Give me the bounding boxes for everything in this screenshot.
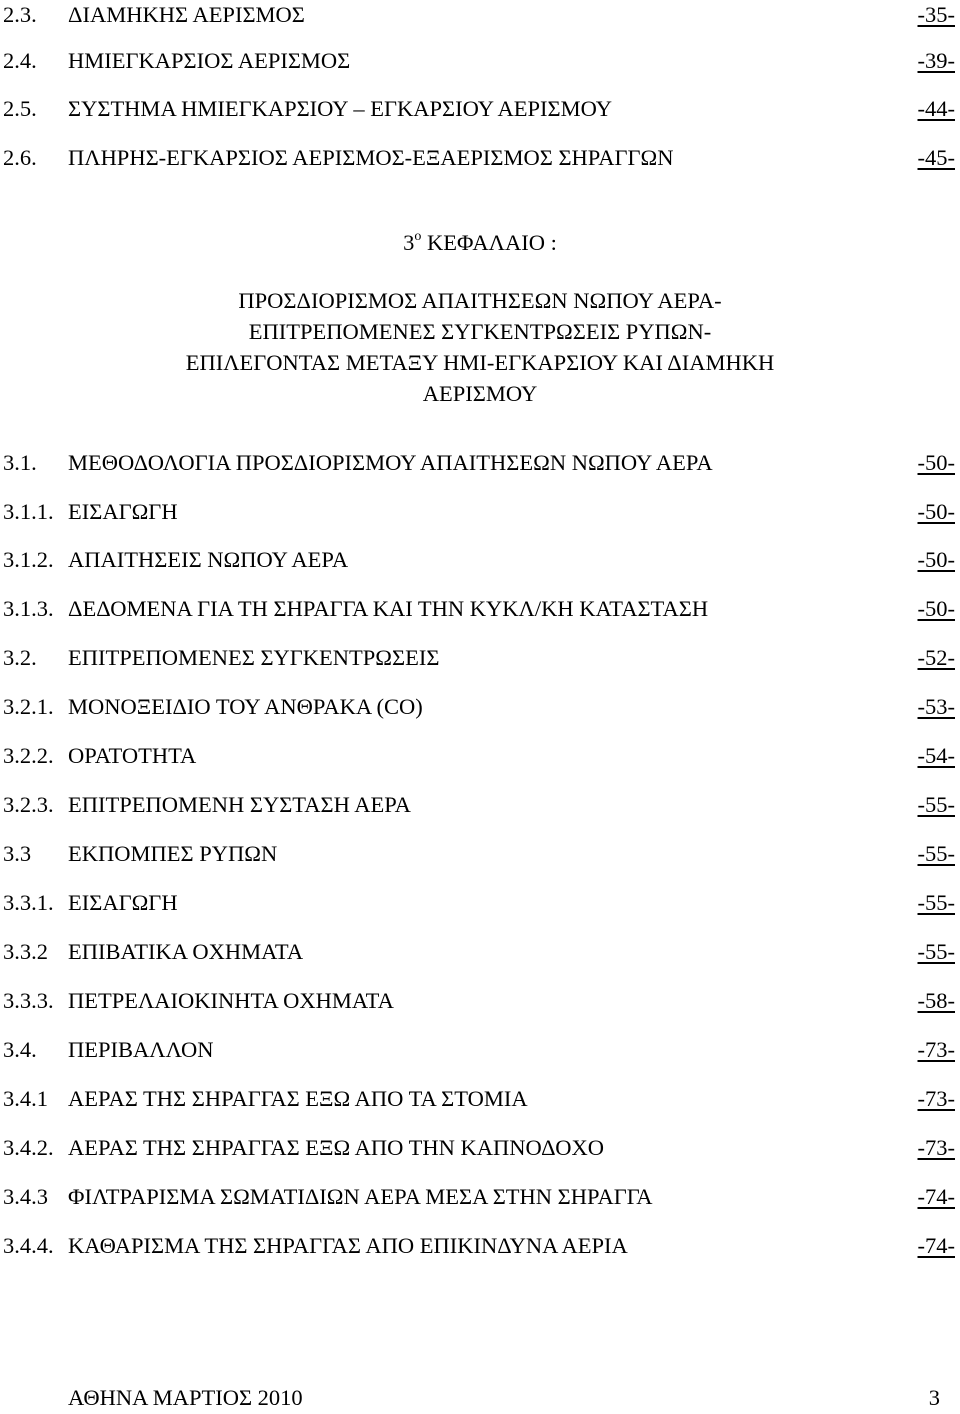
toc-entry-title: ΑΠΑΙΤΗΣΕΙΣ ΝΩΠΟΥ ΑΕΡΑ xyxy=(68,547,349,572)
toc-entry-page: -55- xyxy=(917,939,955,964)
chapter-title-line: ΑΕΡΙΣΜΟΥ xyxy=(422,381,538,406)
toc-entry-page: -74- xyxy=(917,1233,955,1258)
toc-entry-page: -45- xyxy=(917,145,955,170)
toc-entry-number: 3.2.3. xyxy=(3,792,54,817)
toc-entry xyxy=(0,497,960,527)
toc-entry-page: -55- xyxy=(917,841,955,866)
toc-entry-page: -52- xyxy=(917,645,955,670)
toc-entry xyxy=(0,94,960,124)
toc-entry xyxy=(0,692,960,722)
toc-entry-page: -73- xyxy=(917,1086,955,1111)
toc-entry-number: 3.2.1. xyxy=(3,694,54,719)
toc-entry-page: -50- xyxy=(917,596,955,621)
toc-entry-page: -73- xyxy=(917,1135,955,1160)
toc-entry-title: ΗΜΙΕΓΚΑΡΣΙΟΣ ΑΕΡΙΣΜΟΣ xyxy=(68,48,351,73)
toc-entry-title: ΕΠΙΤΡΕΠΟΜΕΝΕΣ ΣΥΓΚΕΝΤΡΩΣΕΙΣ xyxy=(68,645,440,670)
toc-entry-page: -35- xyxy=(917,2,955,27)
toc-entry-number: 3.3.1. xyxy=(3,890,54,915)
toc-entry-title: ΕΠΙΒΑΤΙΚΑ ΟΧΗΜΑΤΑ xyxy=(68,939,304,964)
toc-entry xyxy=(0,1084,960,1114)
toc-entry xyxy=(0,741,960,771)
toc-entry-title: ΑΕΡΑΣ ΤΗΣ ΣΗΡΑΓΓΑΣ ΕΞΩ ΑΠΟ ΤΗΝ ΚΑΠΝΟΔΟΧΟ xyxy=(68,1135,604,1160)
toc-entry-title: ΠΕΡΙΒΑΛΛΟΝ xyxy=(68,1037,214,1062)
toc-entry-page: -44- xyxy=(917,96,955,121)
toc-entry-number: 3.3.3. xyxy=(3,988,54,1013)
toc-entry-page: -55- xyxy=(917,890,955,915)
toc-entry-title: ΟΡΑΤΟΤΗΤΑ xyxy=(68,743,197,768)
toc-entry-page: -50- xyxy=(917,450,955,475)
toc-entry-number: 3.4. xyxy=(3,1037,37,1062)
toc-entry-title: ΦΙΛΤΡΑΡΙΣΜΑ ΣΩΜΑΤΙΔΙΩΝ ΑΕΡΑ ΜΕΣΑ ΣΤΗΝ ΣΗΡΑΓΓΑ xyxy=(68,1184,653,1209)
chapter-title-line: ΕΠΙΛΕΓΟΝΤΑΣ ΜΕΤΑΞΥ ΗΜΙ-ΕΓΚΑΡΣΙΟΥ ΚΑΙ ΔΙΑΜΗΚΗ xyxy=(185,350,775,375)
toc-entry xyxy=(0,0,960,30)
toc-entry-number: 3.1.2. xyxy=(3,547,54,572)
toc-entry-title: ΔΕΔΟΜΕΝΑ ΓΙΑ ΤΗ ΣΗΡΑΓΓΑ ΚΑΙ ΤΗΝ ΚΥΚΛ/ΚΗ ΚΑΤΑΣΤΑΣΗ xyxy=(68,596,709,621)
toc-entry-number: 2.6. xyxy=(3,145,37,170)
toc-entry xyxy=(0,790,960,820)
toc-entry-number: 3.4.1 xyxy=(3,1086,48,1111)
toc-entry-page: -50- xyxy=(917,547,955,572)
toc-entry-number: 2.4. xyxy=(3,48,37,73)
toc-entry xyxy=(0,986,960,1016)
footer-page-number: 3 xyxy=(928,1385,940,1410)
toc-entry-title: ΜΟΝΟΞΕΙΔΙΟ ΤΟΥ ΑΝΘΡΑΚΑ (CO) xyxy=(68,694,423,719)
toc-entry-number: 3.4.2. xyxy=(3,1135,54,1160)
toc-entry-number: 3.1. xyxy=(3,450,37,475)
toc-entry-number: 3.3 xyxy=(3,841,32,866)
chapter-title-line: ΠΡΟΣΔΙΟΡΙΣΜΟΣ ΑΠΑΙΤΗΣΕΩΝ ΝΩΠΟΥ ΑΕΡΑ- xyxy=(238,288,722,313)
chapter-title-line: ΕΠΙΤΡΕΠΟΜΕΝΕΣ ΣΥΓΚΕΝΤΡΩΣΕΙΣ ΡΥΠΩΝ- xyxy=(248,319,712,344)
toc-entry-number: 2.5. xyxy=(3,96,37,121)
toc-entry-number: 3.4.4. xyxy=(3,1233,54,1258)
toc-entry-title: ΜΕΘΟΔΟΛΟΓΙΑ ΠΡΟΣΔΙΟΡΙΣΜΟΥ ΑΠΑΙΤΗΣΕΩΝ ΝΩΠΟΥ ΑΕΡΑ xyxy=(68,450,713,475)
toc-entry-title: ΕΙΣΑΓΩΓΗ xyxy=(68,890,178,915)
toc-entry-title: ΣΥΣΤΗΜΑ ΗΜΙΕΓΚΑΡΣΙΟΥ – ΕΓΚΑΡΣΙΟΥ ΑΕΡΙΣΜΟΥ xyxy=(68,96,612,121)
toc-entry-page: -54- xyxy=(917,743,955,768)
toc-entry-title: ΔΙΑΜΗΚΗΣ ΑΕΡΙΣΜΟΣ xyxy=(68,2,305,27)
toc-entry xyxy=(0,839,960,869)
toc-entry-number: 3.2. xyxy=(3,645,37,670)
toc-entry xyxy=(0,46,960,76)
toc-entry-page: -58- xyxy=(917,988,955,1013)
toc-entry-title: ΠΛΗΡΗΣ-ΕΓΚΑΡΣΙΟΣ ΑΕΡΙΣΜΟΣ-ΕΞΑΕΡΙΣΜΟΣ ΣΗΡΑΓΓΩΝ xyxy=(68,145,674,170)
chapter-ordinal-suffix: ο xyxy=(414,228,422,244)
toc-entry xyxy=(0,1035,960,1065)
toc-entry-page: -53- xyxy=(917,694,955,719)
toc-entry-number: 3.3.2 xyxy=(3,939,48,964)
toc-entry-title: ΕΠΙΤΡΕΠΟΜΕΝΗ ΣΥΣΤΑΣΗ ΑΕΡΑ xyxy=(68,792,411,817)
toc-entry-number: 2.3. xyxy=(3,2,37,27)
footer-date: ΑΘΗΝΑ ΜΑΡΤΙΟΣ 2010 xyxy=(68,1385,303,1410)
toc-entry-title: ΚΑΘΑΡΙΣΜΑ ΤΗΣ ΣΗΡΑΓΓΑΣ ΑΠΟ ΕΠΙΚΙΝΔΥΝΑ ΑΕΡΙΑ xyxy=(68,1233,628,1258)
toc-entry xyxy=(0,448,960,478)
toc-entry xyxy=(0,888,960,918)
toc-entry xyxy=(0,143,960,173)
toc-entry-number: 3.2.2. xyxy=(3,743,54,768)
toc-entry xyxy=(0,1133,960,1163)
chapter-heading xyxy=(0,228,960,258)
toc-entry xyxy=(0,545,960,575)
toc-entry xyxy=(0,1182,960,1212)
toc-entry-title: ΕΚΠΟΜΠΕΣ ΡΥΠΩΝ xyxy=(68,841,278,866)
toc-entry-title: ΠΕΤΡΕΛΑΙΟΚΙΝΗΤΑ ΟΧΗΜΑΤΑ xyxy=(68,988,394,1013)
toc-entry xyxy=(0,594,960,624)
toc-entry xyxy=(0,1231,960,1261)
toc-entry xyxy=(0,643,960,673)
toc-entry-page: -73- xyxy=(917,1037,955,1062)
toc-entry-page: -55- xyxy=(917,792,955,817)
chapter-label: ΚΕΦΑΛΑΙΟ : xyxy=(427,230,557,255)
toc-entry-page: -39- xyxy=(917,48,955,73)
toc-entry-number: 3.1.1. xyxy=(3,499,54,524)
toc-entry-number: 3.1.3. xyxy=(3,596,54,621)
toc-entry-page: -74- xyxy=(917,1184,955,1209)
toc-entry xyxy=(0,937,960,967)
chapter-number: 3 xyxy=(403,230,415,255)
toc-entry-number: 3.4.3 xyxy=(3,1184,48,1209)
toc-entry-title: ΕΙΣΑΓΩΓΗ xyxy=(68,499,178,524)
toc-entry-title: ΑΕΡΑΣ ΤΗΣ ΣΗΡΑΓΓΑΣ ΕΞΩ ΑΠΟ ΤΑ ΣΤΟΜΙΑ xyxy=(68,1086,528,1111)
toc-entry-page: -50- xyxy=(917,499,955,524)
